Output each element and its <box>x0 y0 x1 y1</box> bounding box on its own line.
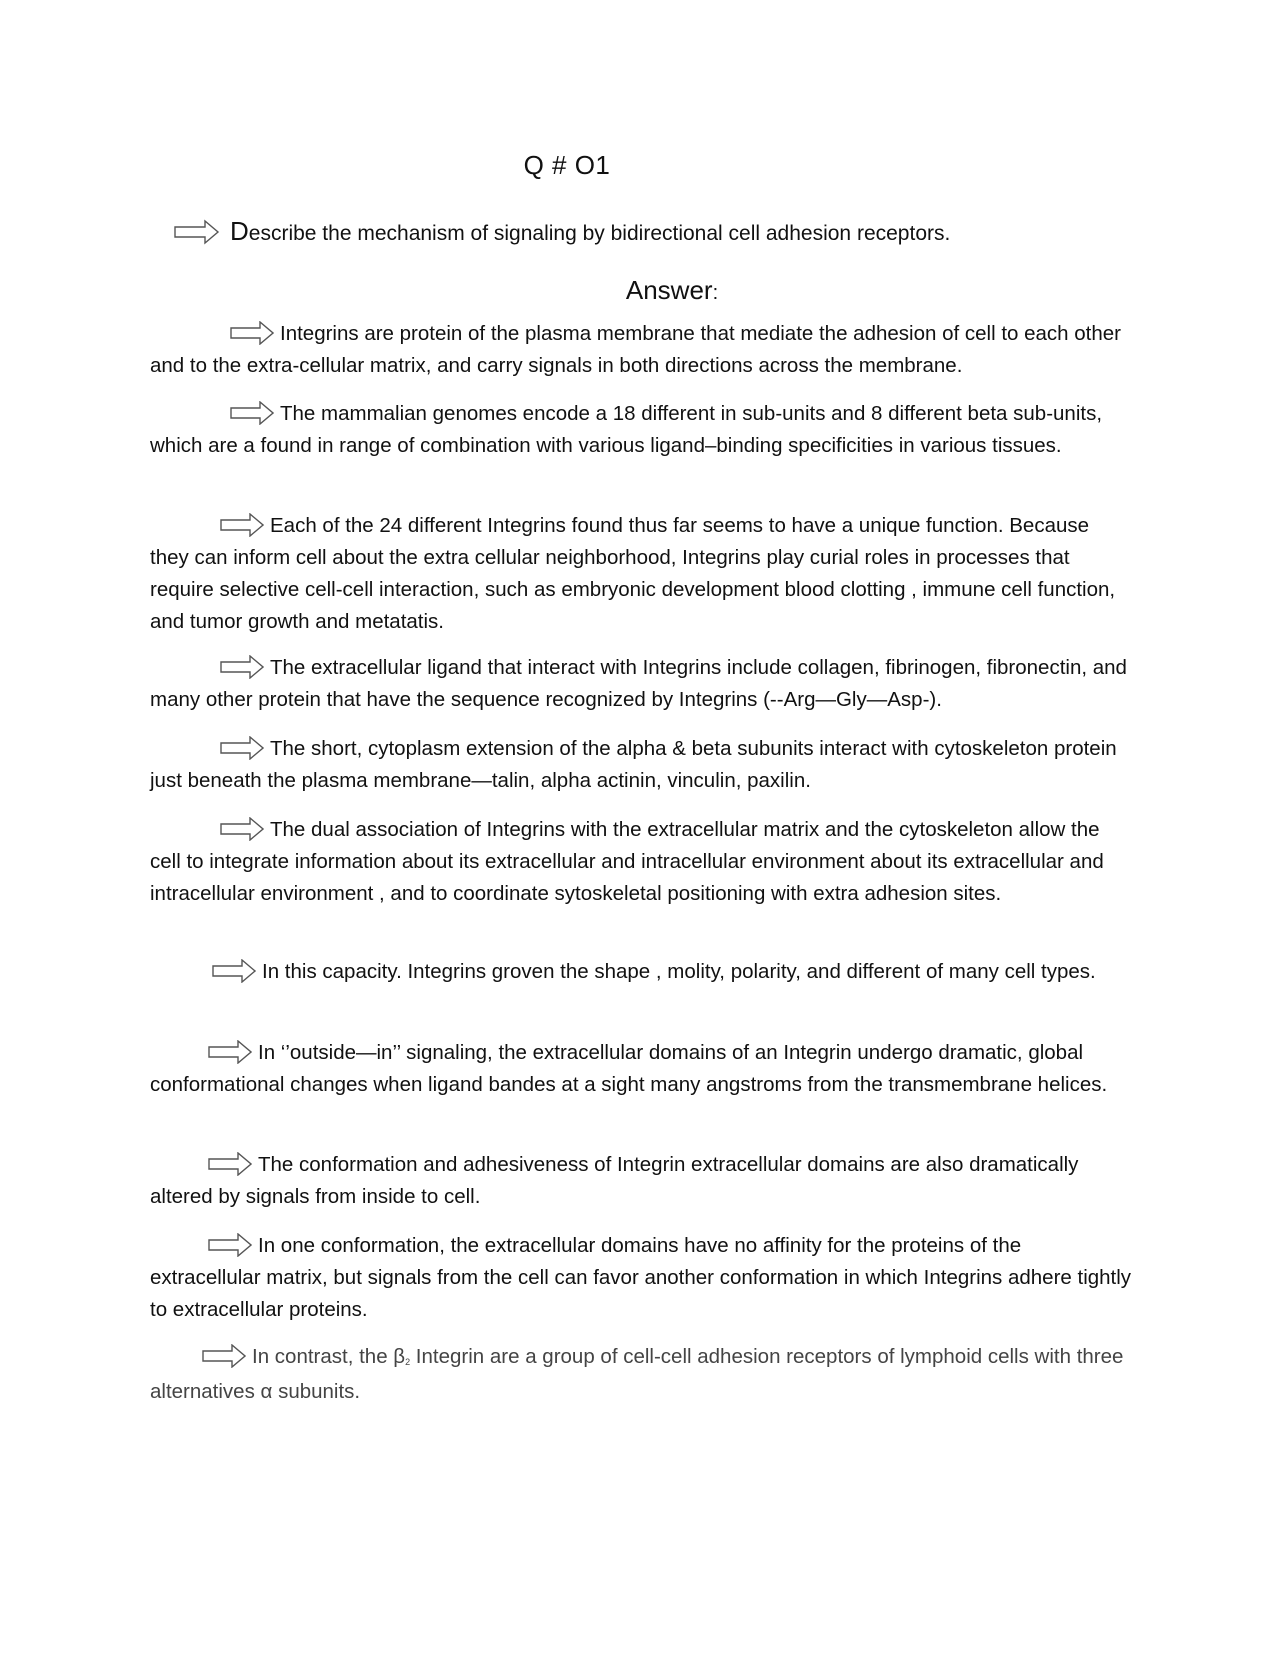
right-arrow-icon <box>202 1344 246 1368</box>
right-arrow-icon <box>220 513 264 537</box>
question-text: Describe the mechanism of signaling by bidirectional cell adhesion receptors. <box>230 216 951 246</box>
paragraph: The extracellular ligand that interact with Integrins include collagen, fibrinogen, fibronectin, and many other protein that have the sequence recognized by Integrins (--Arg—Gly—Asp-). <box>150 656 1127 711</box>
right-arrow-icon <box>208 1233 252 1257</box>
paragraph: Each of the 24 different Integrins found thus far seems to have a unique function. Because they can inform cell about the extra cellular neighborhood, Integrins play curial roles in processes that require selective cell-cell interaction, such as embryonic development blood clotting , immune cell function, and tumor growth and metatatis. <box>150 514 1116 633</box>
question-line <box>174 216 1154 247</box>
question-number: Q # O1 <box>523 150 611 180</box>
right-arrow-icon <box>208 1152 252 1176</box>
paragraph: Integrins are protein of the plasma membrane that mediate the adhesion of cell to each other and to the extra-cellular matrix, and carry signals in both directions across the membrane. <box>150 322 1122 377</box>
paragraph: The dual association of Integrins with the extracellular matrix and the cytoskeleton allow the cell to integrate information about its extracellular and intracellular environment about its extracellular and intracellular environment , and to coordinate sytoskeletal positioning with extra adhesion sites. <box>150 818 1104 905</box>
right-arrow-icon <box>230 321 274 345</box>
paragraph-last: In contrast, the $\beta_2$ Integrin are a group of cell-cell adhesion receptors of lymphoid cells with three alternatives α subunits. <box>150 1345 1124 1403</box>
paragraph: The mammalian genomes encode a 18 different in sub-units and 8 different beta sub-units, which are a found in range of combination with various ligand–binding specificities in various tissues. <box>150 402 1103 457</box>
right-arrow-icon <box>220 736 264 760</box>
right-arrow-icon <box>230 401 274 425</box>
right-arrow-icon <box>174 219 220 245</box>
right-arrow-icon <box>212 959 256 983</box>
right-arrow-icon <box>208 1040 252 1064</box>
paragraph: The short, cytoplasm extension of the alpha & beta subunits interact with cytoskeleton protein just beneath the plasma membrane—talin, alpha actinin, vinculin, paxilin. <box>150 737 1117 792</box>
answer-heading: Answer: <box>625 275 719 305</box>
right-arrow-icon <box>220 655 264 679</box>
paragraph: In ‘’outside—in’’ signaling, the extracellular domains of an Integrin undergo dramatic, global conformational changes when ligand bandes at a sight many angstroms from the transmembrane helices. <box>150 1041 1108 1096</box>
paragraph: In this capacity. Integrins groven the shape , molity, polarity, and different of many cell types. <box>150 956 1132 988</box>
paragraph: In one conformation, the extracellular domains have no affinity for the proteins of the extracellular matrix, but signals from the cell can favor another conformation in which Integrins adhere tightly to extracellular proteins. <box>150 1234 1132 1321</box>
paragraph: The conformation and adhesiveness of Integrin extracellular domains are also dramatically altered by signals from inside to cell. <box>150 1153 1079 1208</box>
right-arrow-icon <box>220 817 264 841</box>
